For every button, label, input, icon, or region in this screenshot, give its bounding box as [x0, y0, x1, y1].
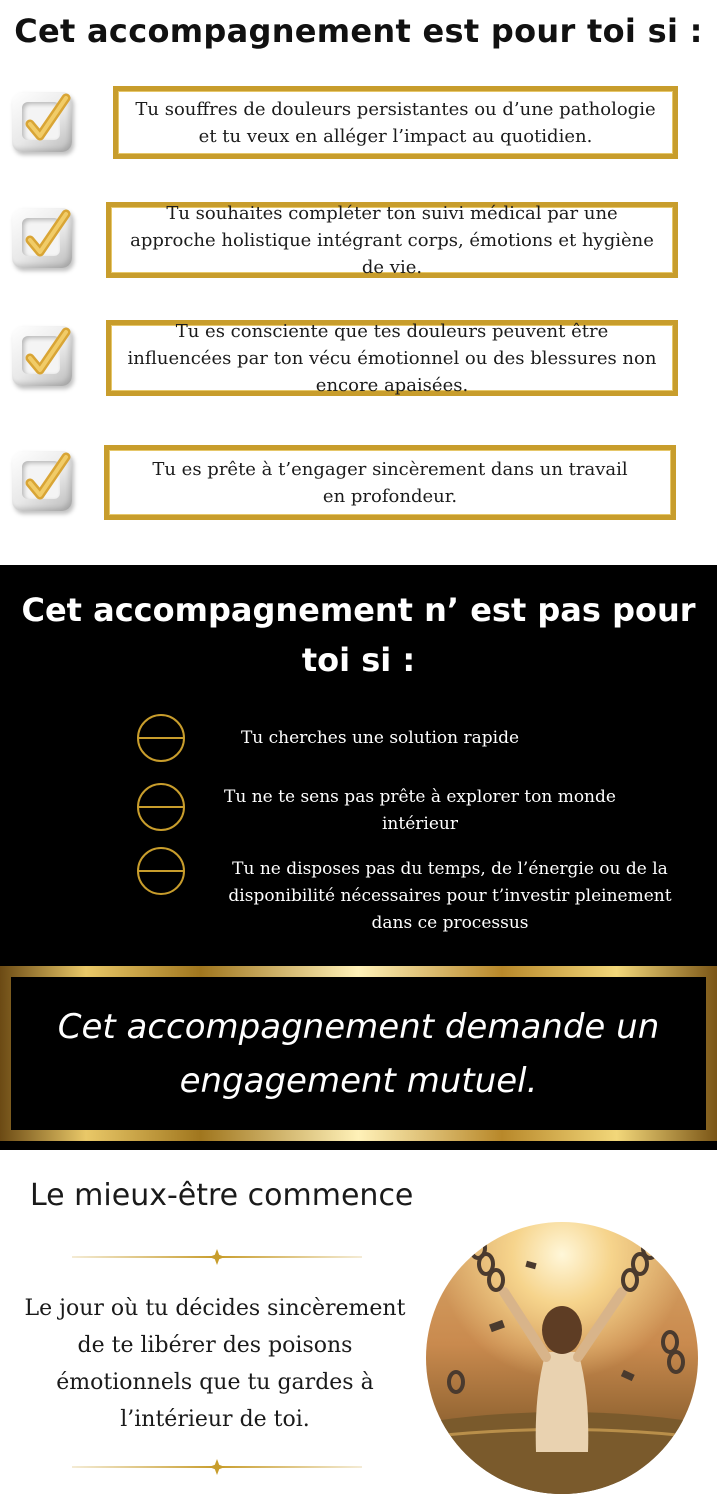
for-you-item-text: Tu souhaites compléter ton suivi médical par une approche holistique intégrant corps, émotions et hygiène de vie. [106, 202, 678, 278]
not-for-you-item-text: Tu ne disposes pas du temps, de l’énergie ou de la disponibilité nécessaires pour t’investir pleinement dans ce processus [228, 859, 672, 933]
not-for-you-title: Cet accompagnement n’ est pas pour toi si : [21, 591, 696, 679]
well-being-section [0, 1150, 717, 1500]
not-for-you-item-text: Tu ne te sens pas prête à explorer ton monde intérieur [224, 787, 616, 834]
engagement-banner [0, 966, 717, 1141]
sparkle-divider-icon [72, 1248, 362, 1266]
for-you-title: Cet accompagnement est pour toi si : [14, 12, 703, 50]
for-you-item [0, 445, 717, 525]
well-being-title: Le mieux-être commence [30, 1178, 414, 1213]
checkbox-icon [12, 451, 72, 511]
for-you-item-text: Tu souffres de douleurs persistantes ou d’une pathologie et tu veux en alléger l’impact au quotidien. [113, 86, 678, 159]
not-for-you-item-text: Tu cherches une solution rapide [240, 728, 520, 748]
for-you-item [0, 320, 717, 400]
for-you-item [0, 86, 717, 166]
checkbox-icon [12, 208, 72, 268]
sparkle-divider-icon [72, 1458, 362, 1476]
banner-text: Cet accompagnement demande un engagement mutuel. [11, 977, 706, 1130]
for-you-item [0, 202, 717, 282]
checkbox-icon [12, 92, 72, 152]
well-being-quote: Le jour où tu décides sincèrement de te libérer des poisons émotionnels que tu gardes à l’intérieur de toi. [24, 1296, 406, 1432]
for-you-item-text: Tu es consciente que tes douleurs peuvent être influencées par ton vécu émotionnel ou des blessures non encore apaisées. [106, 320, 678, 396]
checkbox-icon [12, 326, 72, 386]
no-entry-icon [136, 713, 186, 763]
for-you-item-text: Tu es prête à t’engager sincèrement dans un travail en profondeur. [104, 445, 676, 520]
no-entry-icon [136, 846, 186, 896]
no-entry-icon [136, 782, 186, 832]
for-you-section [0, 0, 717, 565]
liberation-photo [426, 1222, 698, 1494]
